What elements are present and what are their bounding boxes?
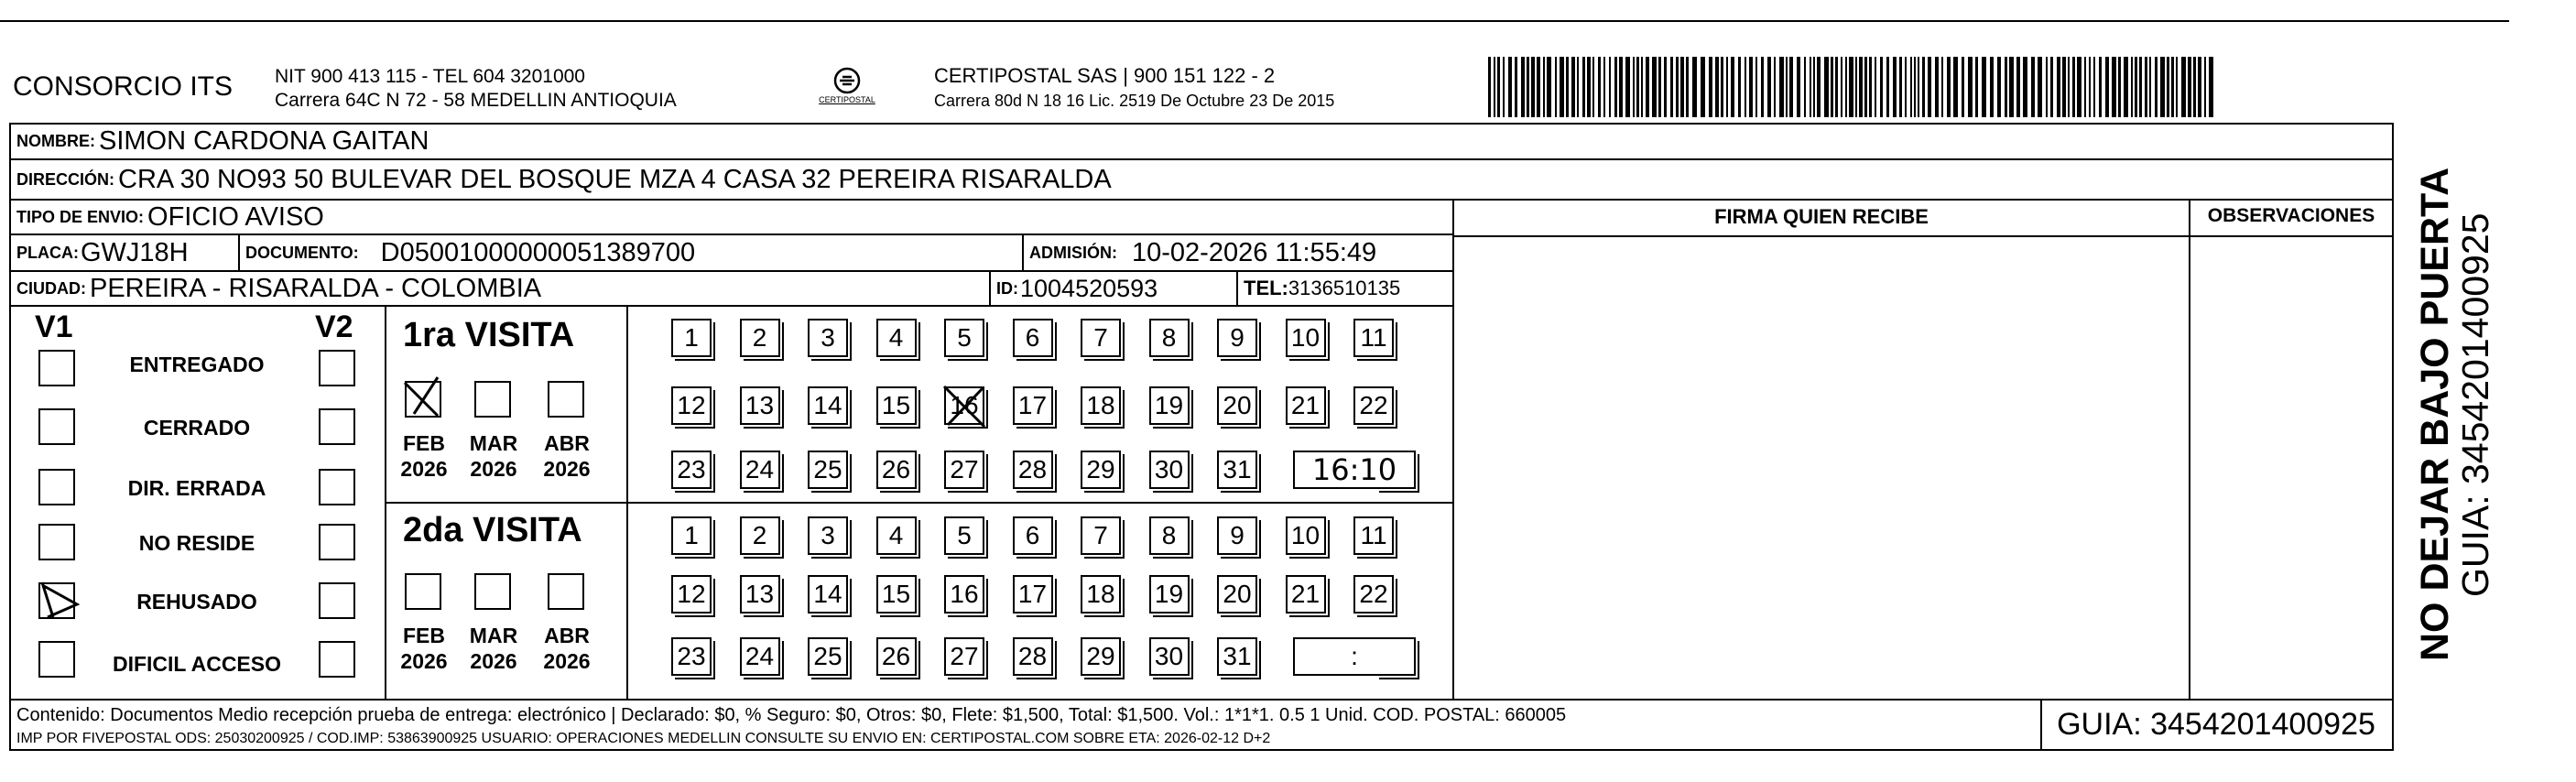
barcode-bar [1587,57,1591,117]
visit2-day-24[interactable]: 24 [740,637,780,676]
nombre-row [11,125,2392,160]
barcode-bar [2124,57,2128,117]
barcode-bar [1652,57,1657,117]
barcode-bar [1619,57,1623,117]
barcode-bar [1625,57,1630,117]
visit1-day-31[interactable]: 31 [1217,451,1257,489]
visit2-day-20[interactable]: 20 [1217,575,1257,614]
barcode-bar [2057,57,2060,117]
barcode-bar [2105,57,2109,117]
barcode-bar [1641,57,1643,117]
barcode-bar [1831,57,1833,117]
v2-checkbox-dificil-acceso[interactable] [319,641,355,678]
visit1-day-20[interactable]: 20 [1217,386,1257,425]
visit1-month-checkbox-feb[interactable] [405,381,441,418]
tipo-envio-value: OFICIO AVISO [147,201,324,232]
barcode-bar [2038,57,2042,117]
barcode-bar [1914,57,1916,117]
barcode-bar [1721,57,1723,117]
visit1-day-14[interactable]: 14 [808,386,848,425]
barcode-bar [1779,57,1784,117]
barcode-bar [2023,57,2027,117]
visit1-day-22[interactable]: 22 [1353,386,1394,425]
visit1-day-9[interactable]: 9 [1217,319,1257,357]
barcode-bar [2031,57,2035,117]
barcode-bar [2016,57,2020,117]
barcode-bar [1680,57,1684,117]
barcode-bar [1603,57,1605,117]
barcode-bar [2149,57,2151,117]
placa-label: PLACA: [16,243,79,262]
barcode-bar [1849,57,1853,117]
barcode-bar [2068,57,2070,117]
barcode-bar [2181,57,2186,117]
barcode-bar [1488,57,1491,117]
barcode-bar [1636,57,1639,117]
visit2-day-21[interactable]: 21 [1286,575,1326,614]
footer-guia: GUIA: 3454201400925 [2057,707,2375,742]
barcode-bar [2204,57,2206,117]
v2-label: V2 [315,310,353,344]
tel-value: 3136510135 [1288,277,1401,299]
barcode-bar [1797,57,1800,117]
barcode-bar [1813,57,1815,117]
barcode-bar [1543,57,1545,117]
visit-divider [385,502,1452,504]
barcode-bar [1731,57,1734,117]
barcode-bar [1745,57,1746,117]
barcode-bar [2099,57,2102,117]
barcode-bar [2050,57,2053,117]
visit1-month-name: MAR [469,431,518,455]
barcode-bar [1899,57,1902,117]
visit2-day-16[interactable]: 16 [944,575,984,614]
visit1-day-24[interactable]: 24 [740,451,780,489]
v2-checkbox-dir-errada[interactable] [319,469,355,505]
footer-top-rule [11,699,2392,701]
direccion-label: DIRECCIÓN: [16,169,114,189]
visit1-month-name: FEB [403,431,445,455]
visit2-day-10[interactable]: 10 [1286,516,1326,555]
visit1-day-5[interactable]: 5 [944,319,984,357]
barcode-bar [2009,57,2014,117]
visit1-day-13[interactable]: 13 [740,386,780,425]
tipo-envio-label: TIPO DE ENVIO: [16,207,145,226]
visit2-day-23[interactable]: 23 [671,637,712,676]
visit2-day-9[interactable]: 9 [1217,516,1257,555]
barcode-bar [1817,57,1821,117]
observaciones-header: OBSERVACIONES [2207,205,2375,226]
visit2-day-14[interactable]: 14 [808,575,848,614]
visit2-month-label-mar [462,623,526,674]
visit1-day-30[interactable]: 30 [1149,451,1190,489]
barcode-bar [1749,57,1753,117]
barcode-bar [1824,57,1829,117]
visit2-day-19[interactable]: 19 [1149,575,1190,614]
status-label-dificil-acceso: DIFICIL ACCESO [112,652,281,676]
visit2-month-name: ABR [544,624,590,647]
visit2-day-22[interactable]: 22 [1353,575,1394,614]
ciudad-label: CIUDAD: [16,278,86,298]
right-border [2392,125,2394,750]
barcode-bar [1582,57,1585,117]
visit2-month-year: 2026 [400,649,448,673]
v1-checkbox-entregado[interactable] [38,350,75,386]
company-name: CONSORCIO ITS [13,71,234,102]
barcode-bar [2171,57,2174,117]
barcode-bar [1566,57,1569,117]
visit2-day-26[interactable]: 26 [876,637,917,676]
barcode-bar [1715,57,1719,117]
barcode-bar [1598,57,1601,117]
observaciones-area[interactable] [2192,240,2388,696]
company-address: Carrera 64C N 72 - 58 MEDELLIN ANTIOQUIA [275,90,677,111]
visit2-month-checkbox-abr[interactable] [548,573,584,610]
barcode-bar [1928,57,1931,117]
placa-row [11,235,1452,272]
v2-checkbox-entregado[interactable] [319,350,355,386]
footer-imp: IMP POR FIVEPOSTAL ODS: 25030200925 / COD.IMP: 53863900925 USUARIO: OPERACIONES MEDELLIN CONSULTE SU ENVIO EN: CERTIPOSTAL.COM SOBRE ETA: 2026-02-12 D+2 [16,731,1271,746]
barcode-bar [2198,57,2201,117]
visit2-month-name: MAR [469,624,518,647]
barcode-bar [2145,57,2147,117]
logo-caption: CERTIPOSTAL [819,95,875,104]
barcode-bar [1962,57,1964,117]
visit1-day-2[interactable]: 2 [740,319,780,357]
top-rule [0,20,2509,22]
visit2-day-29[interactable]: 29 [1081,637,1121,676]
barcode-bar [1726,57,1728,117]
barcode-bar [1571,57,1575,117]
visit1-day-12[interactable]: 12 [671,386,712,425]
barcode-bar [1547,57,1551,117]
barcode-bar [1804,57,1806,117]
barcode-bar [2209,57,2213,117]
visit2-day-15[interactable]: 15 [876,575,917,614]
id-label: ID: [996,278,1018,298]
barcode-bar [1614,57,1617,117]
v1-checkbox-dificil-acceso[interactable] [38,641,75,678]
visit1-day-7[interactable]: 7 [1081,319,1121,357]
visit2-day-25[interactable]: 25 [808,637,848,676]
barcode-bar [1497,57,1500,117]
barcode-bar [1982,57,1986,117]
direccion-value: CRA 30 NO93 50 BULEVAR DEL BOSQUE MZA 4 CASA 32 PEREIRA RISARALDA [118,164,1112,194]
visit2-day-8[interactable]: 8 [1149,516,1190,555]
observaciones-left-border [2189,201,2190,699]
firma-area[interactable] [1456,240,2185,696]
barcode-bar [1880,57,1883,117]
visit1-day-11[interactable]: 11 [1353,319,1394,357]
barcode-bar [1910,57,1912,117]
barcode-bar [1918,57,1919,117]
barcode-bar [1859,57,1863,117]
visit1-day-21[interactable]: 21 [1286,386,1326,425]
barcode-bar [1789,57,1793,117]
visit1-day-17[interactable]: 17 [1013,386,1053,425]
barcode-bar [1767,57,1771,117]
visit2-day-5[interactable]: 5 [944,516,984,555]
barcode-bar [1968,57,1973,117]
firma-left-border [1452,201,1454,699]
barcode-bar [1676,57,1679,117]
barcode-bar [2139,57,2142,117]
visit1-month-year: 2026 [470,457,517,481]
barcode-bar [1975,57,1978,117]
barcode-bar [1875,57,1876,117]
checkmark-icon [33,577,88,623]
barcode-bar [1845,57,1847,117]
visit1-day-19[interactable]: 19 [1149,386,1190,425]
admision-label: ADMISIÓN: [1029,243,1117,262]
visit1-month-year: 2026 [543,457,591,481]
barcode-bar [1755,57,1757,117]
barcode-bar [1494,57,1495,117]
visit2-day-3[interactable]: 3 [808,516,848,555]
visit2-month-year: 2026 [543,649,591,673]
barcode-bar [1555,57,1557,117]
barcode-bar [1670,57,1673,117]
visit1-day-15[interactable]: 15 [876,386,917,425]
visit2-day-18[interactable]: 18 [1081,575,1121,614]
visit1-day-27[interactable]: 27 [944,451,984,489]
visit1-time-box[interactable]: 16:10 [1293,451,1416,489]
barcode-bar [1997,57,2001,117]
visit1-day-3[interactable]: 3 [808,319,848,357]
v1-checkbox-dir-errada[interactable] [38,469,75,505]
columns-header-rule [1452,235,2392,237]
ciudad-value: PEREIRA - RISARALDA - COLOMBIA [90,273,542,303]
barcode-bar [2084,57,2086,117]
visit1-day-26[interactable]: 26 [876,451,917,489]
v1-checkbox-cerrado[interactable] [38,408,75,445]
barcode-bar [2131,57,2133,117]
visit1-day-23[interactable]: 23 [671,451,712,489]
barcode-bar [1761,57,1764,117]
barcode-bar [1905,57,1907,117]
visit2-day-1[interactable]: 1 [671,516,712,555]
barcode-bar [1835,57,1838,117]
visit2-day-6[interactable]: 6 [1013,516,1053,555]
carrier-info: CERTIPOSTAL SAS | 900 151 122 - 2 [934,64,1276,87]
visit1-month-year: 2026 [400,457,448,481]
barcode-bar [1592,57,1594,117]
checkmark-icon [940,383,992,430]
barcode-bar [1953,57,1958,117]
barcode-bar [1531,57,1535,117]
barcode-bar [1864,57,1867,117]
barcode-bar [2193,57,2196,117]
visit2-day-7[interactable]: 7 [1081,516,1121,555]
footer-guia-divider [2040,699,2042,750]
visit2-month-year: 2026 [470,649,517,673]
barcode-image [1488,57,2221,117]
barcode-bar [2062,57,2066,117]
barcode-bar [1537,57,1540,117]
barcode-bar [1947,57,1951,117]
certipostal-logo [815,64,879,110]
visit1-month-checkbox-mar[interactable] [474,381,511,418]
visit1-day-10[interactable]: 10 [1286,319,1326,357]
barcode-bar [1893,57,1897,117]
barcode-bar [1701,57,1705,117]
barcode-bar [1922,57,1925,117]
visit2-month-checkbox-mar[interactable] [474,573,511,610]
visit2-day-31[interactable]: 31 [1217,637,1257,676]
barcode-bar [1886,57,1889,117]
visit1-day-29[interactable]: 29 [1081,451,1121,489]
barcode-bar [2118,57,2121,117]
visit1-month-checkbox-abr[interactable] [548,381,584,418]
visit2-day-12[interactable]: 12 [671,575,712,614]
barcode-bar [1609,57,1611,117]
visit1-title: 1ra VISITA [403,316,575,354]
visit2-day-28[interactable]: 28 [1013,637,1053,676]
visit2-day-11[interactable]: 11 [1353,516,1394,555]
visit2-day-13[interactable]: 13 [740,575,780,614]
barcode-bar [2077,57,2081,117]
visit2-day-2[interactable]: 2 [740,516,780,555]
documento-value: D05001000000051389700 [380,237,696,267]
visit2-day-17[interactable]: 17 [1013,575,1053,614]
barcode-bar [2167,57,2169,117]
visit1-day-25[interactable]: 25 [808,451,848,489]
barcode-bar [2176,57,2178,117]
barcode-bar [2135,57,2137,117]
barcode-bar [1646,57,1649,117]
barcode-bar [2089,57,2091,117]
visit2-day-27[interactable]: 27 [944,637,984,676]
placa-value: GWJ18H [81,237,189,267]
barcode-bar [1508,57,1512,117]
visit2-month-label-abr [535,623,599,674]
barcode-bar [1774,57,1776,117]
barcode-bar [2112,57,2116,117]
visit2-day-4[interactable]: 4 [876,516,917,555]
visit1-day-18[interactable]: 18 [1081,386,1121,425]
status-label-entregado: ENTREGADO [129,353,265,376]
visit1-month-name: ABR [544,431,590,455]
carrier-license: Carrera 80d N 18 16 Lic. 2519 De Octubre 23 De 2015 [934,92,1335,110]
barcode-bar [1990,57,1994,117]
visit2-month-checkbox-feb[interactable] [405,573,441,610]
visit1-month-label-abr [535,430,599,482]
visit2-day-30[interactable]: 30 [1149,637,1190,676]
footer-contenido: Contenido: Documentos Medio recepción prueba de entrega: electrónico | Declarado: $0, % Seguro: $0, Otros: $0, Flete: $1,500, Total: $1,500. Vol.: 1*1*1. 0.5 1 Unid. COD. POSTAL: 660005 [16,705,1567,725]
v2-checkbox-cerrado[interactable] [319,408,355,445]
nombre-label: NOMBRE: [16,132,95,150]
barcode-bar [1692,57,1697,117]
v1-label: V1 [35,310,73,344]
status-label-rehusado: REHUSADO [136,590,257,614]
barcode-bar [1786,57,1788,117]
barcode-bar [1855,57,1857,117]
barcode-bar [1577,57,1579,117]
side-warning: NO DEJAR BAJO PUERTA [2413,167,2457,661]
visit1-day-8[interactable]: 8 [1149,319,1190,357]
barcode-bar [1686,57,1689,117]
tel-label: TEL: [1244,277,1288,299]
barcode-bar [1521,57,1525,117]
barcode-bar [1841,57,1842,117]
barcode-bar [2160,57,2165,117]
visit2-month-name: FEB [403,624,445,647]
visit1-month-label-mar [462,430,526,482]
visit1-day-4[interactable]: 4 [876,319,917,357]
barcode-bar [1810,57,1811,117]
barcode-bar [1738,57,1741,117]
barcode-bar [1527,57,1529,117]
status-label-cerrado: CERRADO [143,416,251,440]
barcode-bar [1633,57,1635,117]
documento-label: DOCUMENTO: [245,243,359,262]
id-value: 1004520593 [1020,274,1158,302]
barcode-bar [2093,57,2095,117]
barcode-bar [2005,57,2007,117]
tipo-envio-row [11,201,1452,235]
v2-checkbox-rehusado[interactable] [319,582,355,619]
barcode-bar [1664,57,1667,117]
visit1-day-16[interactable]: 16 [944,386,984,425]
visit2-title: 2da VISITA [403,511,582,549]
barcode-bar [1503,57,1505,117]
status-label-dir-errada: DIR. ERRADA [127,476,266,500]
checkmark-icon [401,374,447,419]
barcode-bar [1658,57,1661,117]
barcode-bar [1935,57,1939,117]
barcode-bar [1515,57,1517,117]
visit2-month-label-feb [392,623,456,674]
status-label-no-reside: NO RESIDE [138,531,255,555]
barcode-bar [2046,57,2048,117]
nombre-value: SIMON CARDONA GAITAN [99,126,429,156]
v1-checkbox-rehusado[interactable] [38,582,75,619]
v1-checkbox-no-reside[interactable] [38,524,75,560]
barcode-bar [2188,57,2191,117]
barcode-bar [1941,57,1943,117]
barcode-bar [1560,57,1564,117]
visit1-day-1[interactable]: 1 [671,319,712,357]
firma-header: FIRMA QUIEN RECIBE [1714,205,1929,228]
visit1-day-28[interactable]: 28 [1013,451,1053,489]
visit1-month-label-feb [392,430,456,482]
direccion-row [11,160,2392,201]
visit2-time-box[interactable]: : [1293,637,1416,676]
barcode-bar [1709,57,1712,117]
v2-checkbox-no-reside[interactable] [319,524,355,560]
company-nit: NIT 900 413 115 - TEL 604 3201000 [275,66,585,87]
admision-value: 10-02-2026 11:55:49 [1132,237,1377,267]
barcode [1488,57,2221,117]
barcode-bar [2155,57,2158,117]
barcode-bar [1869,57,1872,117]
side-guia: GUIA: 3454201400925 [2454,212,2496,597]
visit1-day-6[interactable]: 6 [1013,319,1053,357]
ciudad-row [11,272,1452,307]
barcode-bar [2072,57,2075,117]
